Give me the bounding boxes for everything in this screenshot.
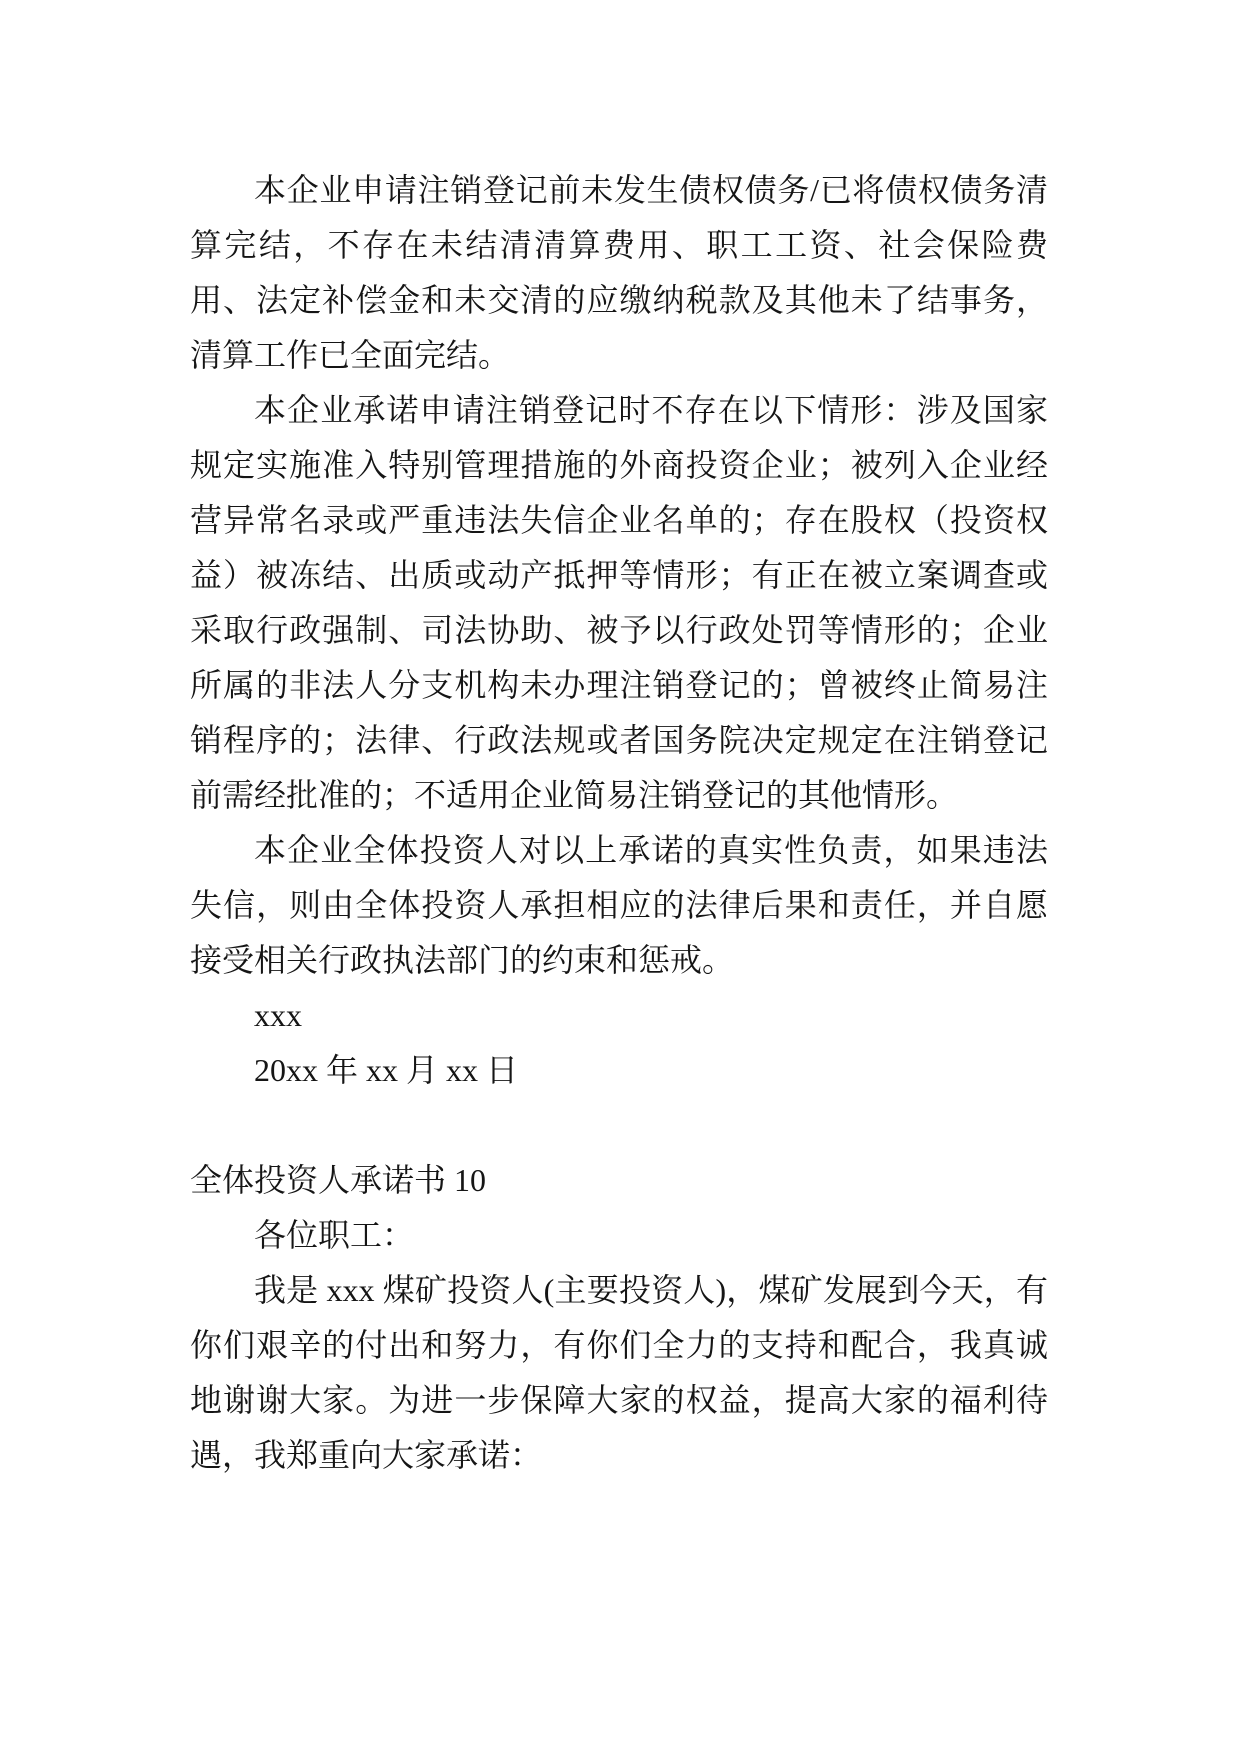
paragraph-investor-responsibility: 本企业全体投资人对以上承诺的真实性负责，如果违法失信，则由全体投资人承担相应的法律后果和责任，并自愿接受相关行政执法部门的约束和惩戒。 (190, 832, 1048, 978)
paragraph-no-prohibited-circumstances: 本企业承诺申请注销登记时不存在以下情形：涉及国家规定实施准入特别管理措施的外商投资企业；被列入企业经营异常名录或严重违法失信企业名单的；存在股权（投资权益）被冻结、出质或动产抵押等情形；有正在被立案调查或采取行政强制、司法协助、被予以行政处罚等情形的；企业所属的非法人分支机构未办理注销登记的；曾被终止简易注销程序的；法律、行政法规或者国务院决定规定在注销登记前需经批准的；不适用企业简易注销登记的其他情形。 (190, 392, 1048, 813)
signature-name: xxx (254, 997, 302, 1033)
signature-date: 20xx 年 xx 月 xx 日 (254, 1052, 519, 1088)
paragraph-coal-mine-investor-intro: 我是 xxx 煤矿投资人(主要投资人)，煤矿发展到今天，有你们艰辛的付出和努力，有你们全力的支持和配合，我真诚地谢谢大家。为进一步保障大家的权益，提高大家的福利待遇，我郑重向大家承诺： (190, 1272, 1048, 1473)
paragraph-debt-clearance: 本企业申请注销登记前未发生债权债务/已将债权债务清算完结，不存在未结清清算费用、职工工资、社会保险费用、法定补偿金和未交清的应缴纳税款及其他未了结事务，清算工作已全面完结。 (190, 172, 1048, 373)
section-divider-space (190, 1098, 1048, 1153)
section-heading-investor-commitment-10: 全体投资人承诺书 10 (190, 1162, 487, 1198)
salutation-employees: 各位职工： (254, 1217, 415, 1253)
